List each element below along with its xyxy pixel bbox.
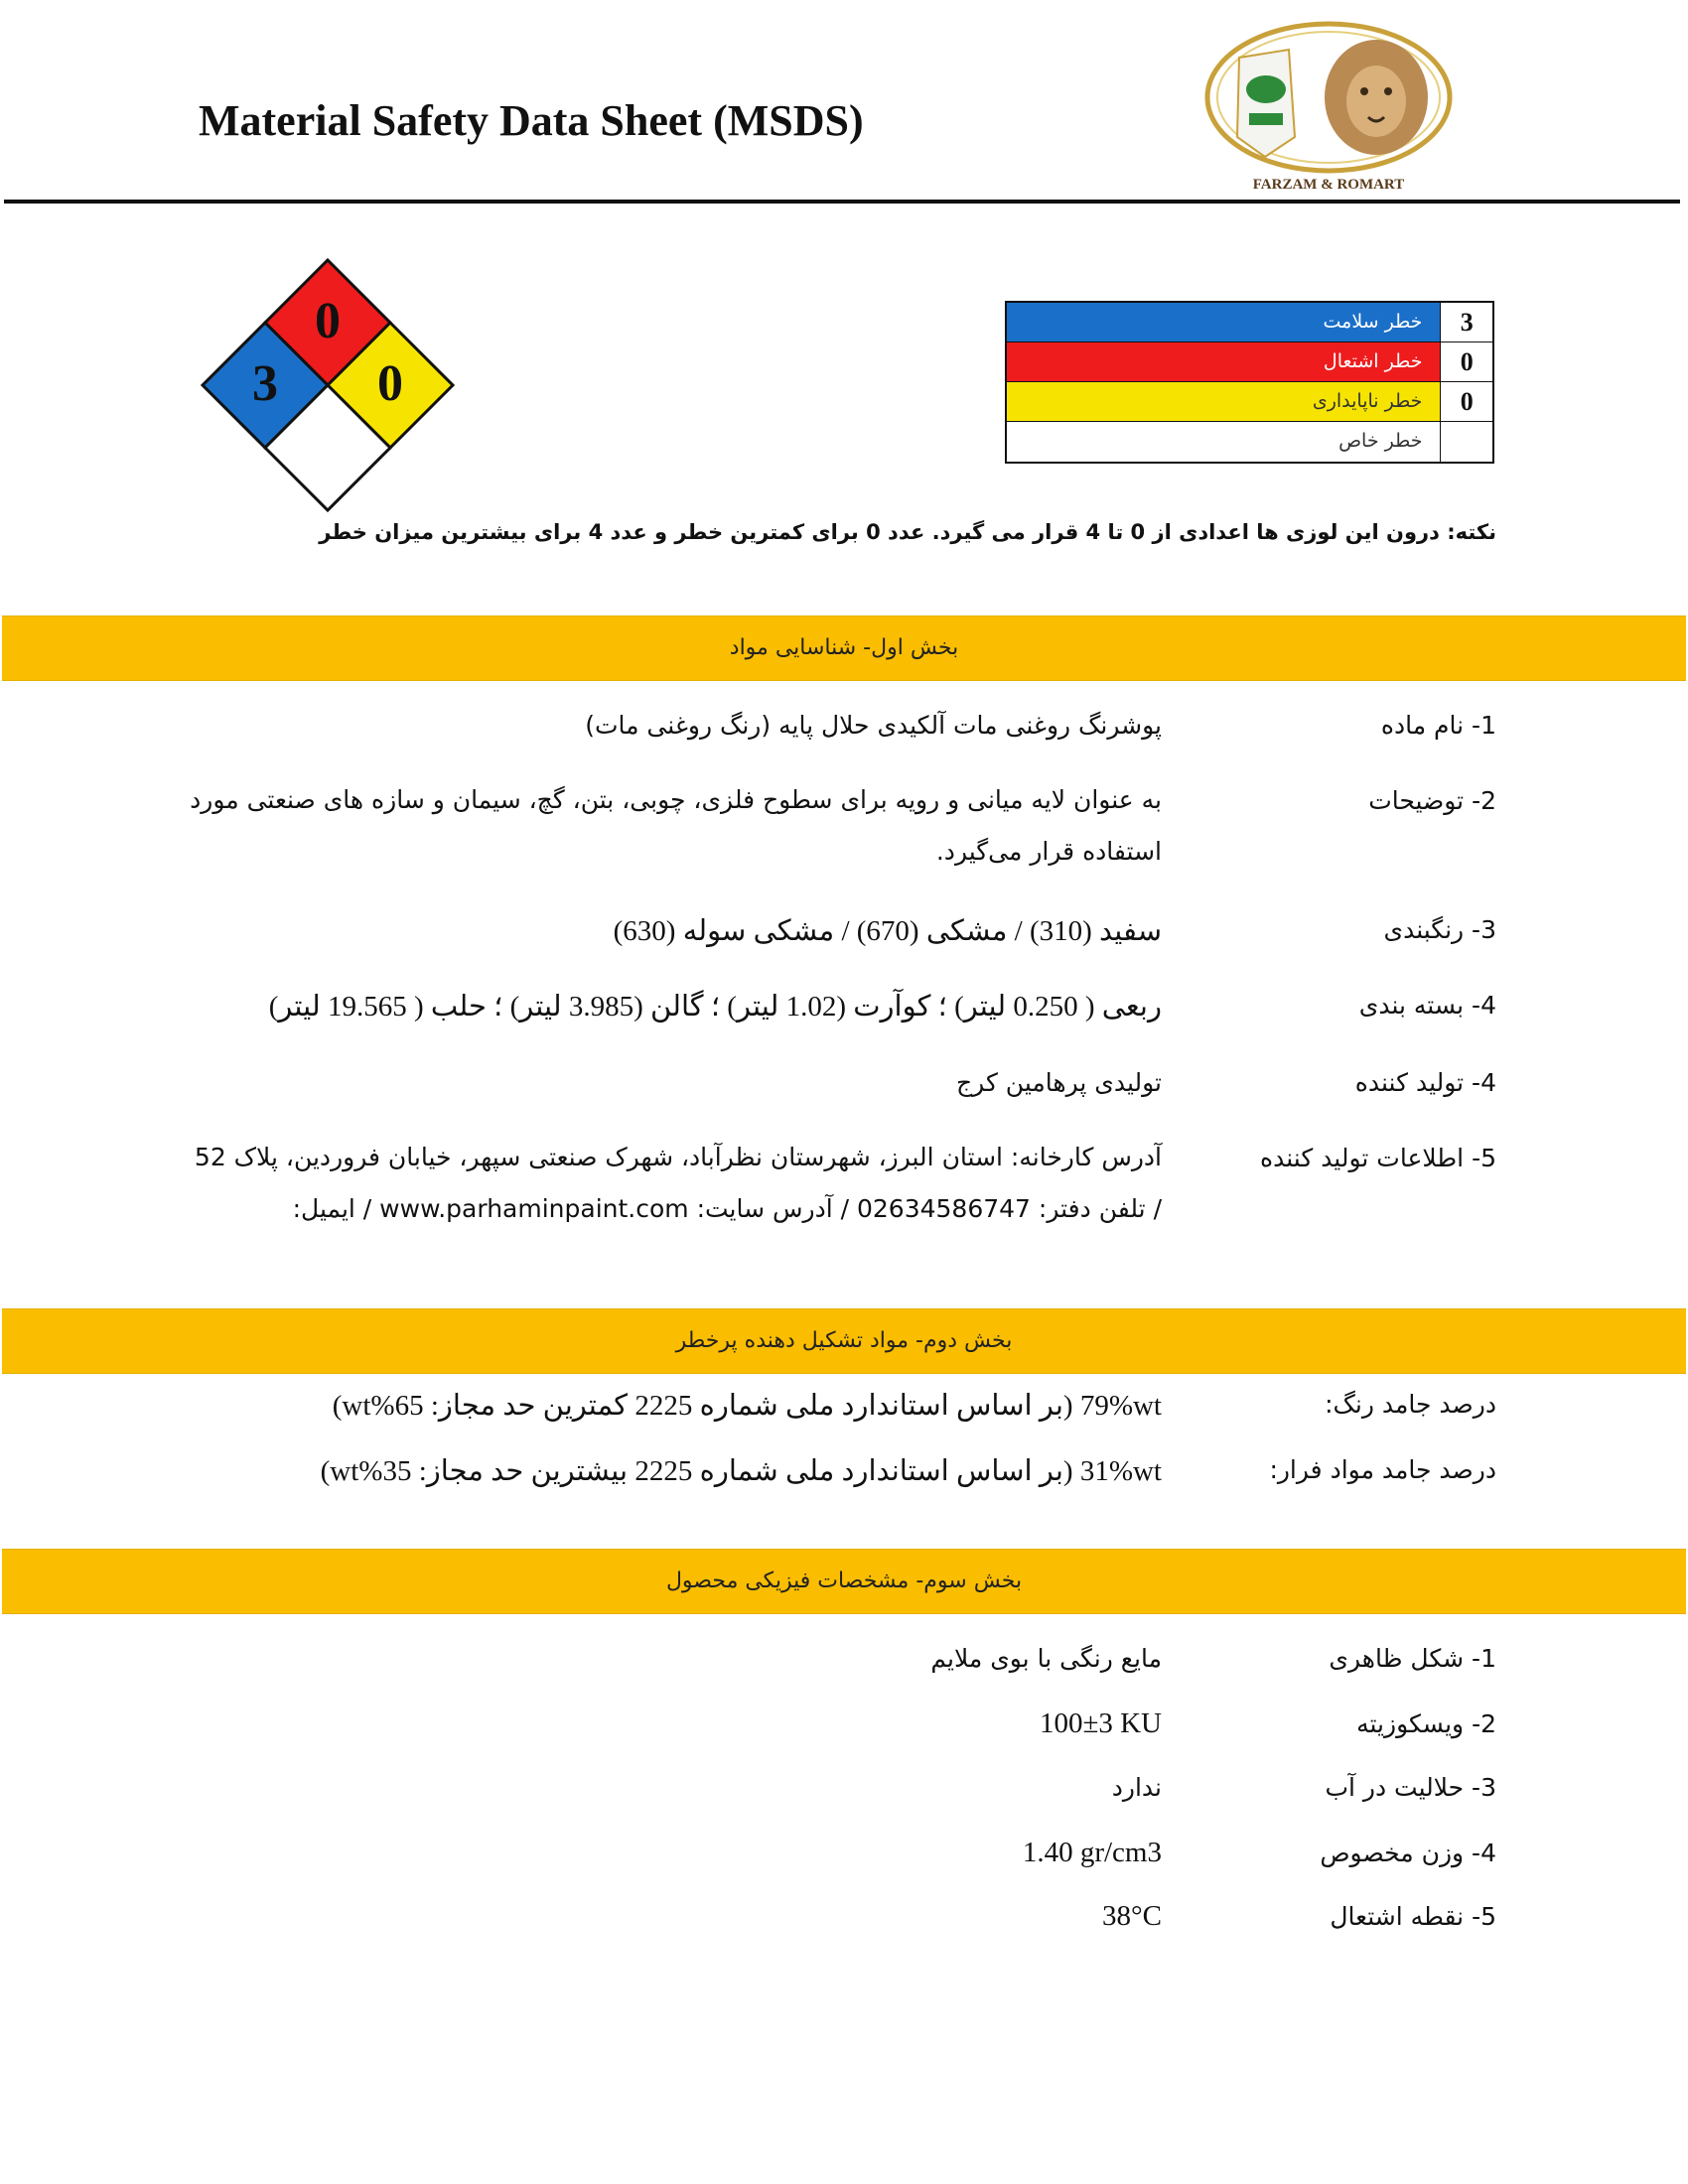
- hazard-row-reactivity: [1007, 382, 1492, 422]
- section3-value-flash-point: 38°C: [1102, 1900, 1162, 1932]
- section3-label-solubility: 3- حلالیت در آب: [1325, 1773, 1496, 1802]
- section1-value-packaging: ربعی ( 0.250 لیتر) ؛ کوآرت (1.02 لیتر) ؛ گالن (3.985 لیتر) ؛ حلب ( 19.565 لیتر): [268, 991, 1162, 1023]
- section1-label-colors: 3- رنگبندی: [1383, 915, 1496, 944]
- hazard-rating-table: [1005, 301, 1494, 464]
- section1-value-manufacturer-info: آدرس کارخانه: استان البرز، شهرستان نظرآباد، شهرک صنعتی سپهر، خیابان فروردین، پلاک 52 / تلفن دفتر: 02634586747 / آدرس سایت: www.parhaminpaint.com / ایمیل:: [194, 1143, 1162, 1223]
- section1-label-name: 1- نام ماده: [1380, 711, 1496, 740]
- section1-value-colors: سفید (310) / مشکی (670) / مشکی سوله (630): [613, 915, 1162, 947]
- document-title: Material Safety Data Sheet (MSDS): [199, 96, 864, 145]
- section1-label-manufacturer-info: 5- اطلاعات تولید کننده: [1260, 1144, 1496, 1172]
- nfpa-hazard-diamond: [199, 256, 457, 514]
- section2-heading: بخش دوم- مواد تشکیل دهنده پرخطر: [2, 1308, 1686, 1374]
- section3-label-density: 4- وزن مخصوص: [1320, 1839, 1496, 1867]
- hazard-label: خطر ناپایداری: [1007, 382, 1440, 421]
- diamond-fire-value: 0: [315, 293, 341, 349]
- diamond-health-value: 3: [252, 355, 278, 412]
- hazard-value: 0: [1440, 382, 1492, 421]
- section1-label-packaging: 4- بسته بندی: [1358, 991, 1496, 1020]
- hazard-label: خطر اشتعال: [1007, 342, 1440, 381]
- section2-label-solids: درصد جامد رنگ:: [1325, 1390, 1496, 1419]
- section3-heading: بخش سوم- مشخصات فیزیکی محصول: [2, 1549, 1686, 1614]
- section3-value-solubility: ندارد: [1111, 1773, 1162, 1802]
- section1-label-manufacturer: 4- تولید کننده: [1354, 1068, 1496, 1097]
- hazard-value: 0: [1440, 342, 1492, 381]
- hazard-value: [1440, 422, 1492, 462]
- hazard-row-fire: [1007, 342, 1492, 382]
- hazard-row-special: [1007, 422, 1492, 462]
- section3-value-density: 1.40 gr/cm3: [1022, 1837, 1162, 1868]
- section3-value-appearance: مایع رنگی با بوی ملایم: [930, 1644, 1162, 1673]
- section1-value-description: به عنوان لایه میانی و رویه برای سطوح فلزی، چوبی، بتن، گچ، سیمان و سازه های صنعتی مورد استفاده قرار می‌گیرد.: [190, 785, 1162, 866]
- section1-value-name: پوشرنگ روغنی مات آلکیدی حلال پایه (رنگ روغنی مات): [585, 711, 1162, 740]
- section2-value-volatiles: 31%wt (بر اساس استاندارد ملی شماره 2225 بیشترین حد مجاز: 35%wt): [320, 1455, 1162, 1487]
- hazard-value: 3: [1440, 303, 1492, 341]
- hazard-note: نکته: درون این لوزی ها اعدادی از 0 تا 4 قرار می گیرد. عدد 0 برای کمترین خطر و عدد 4 برای بیشترین میزان خطر: [319, 520, 1496, 544]
- section1-value-manufacturer: تولیدی پرهامین کرج: [956, 1068, 1162, 1097]
- diamond-reactivity-value: 0: [377, 355, 403, 412]
- section3-label-viscosity: 2- ویسکوزیته: [1356, 1709, 1496, 1738]
- section3-label-appearance: 1- شکل ظاهری: [1329, 1644, 1496, 1673]
- logo-caption: FARZAM & ROMART: [1252, 177, 1405, 193]
- company-logo: [1199, 18, 1458, 197]
- section1-label-description: 2- توضیحات: [1368, 786, 1496, 815]
- header-divider: [4, 200, 1680, 204]
- section2-label-volatiles: درصد جامد مواد فرار:: [1269, 1455, 1496, 1484]
- section3-value-viscosity: 100±3 KU: [1039, 1707, 1162, 1739]
- section1-heading: بخش اول- شناسایی مواد: [2, 615, 1686, 681]
- section2-value-solids: 79%wt (بر اساس استاندارد ملی شماره 2225 کمترین حد مجاز: 65%wt): [332, 1390, 1162, 1422]
- hazard-row-health: [1007, 303, 1492, 342]
- hazard-label: خطر خاص: [1007, 422, 1440, 462]
- section3-label-flash-point: 5- نقطه اشتعال: [1330, 1902, 1496, 1931]
- hazard-label: خطر سلامت: [1007, 303, 1440, 341]
